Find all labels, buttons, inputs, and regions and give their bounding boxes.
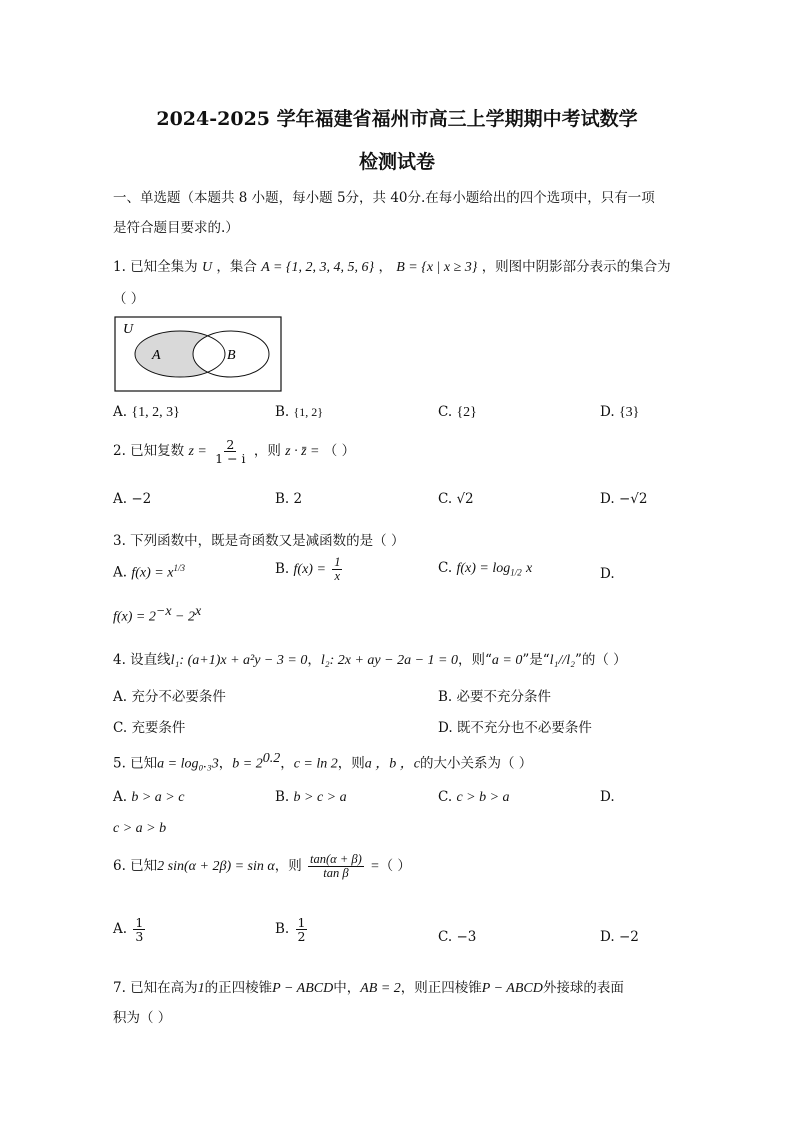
question-4-stem: 4. 设直线l₁: (a+1)x + a²y − 3 = 0，l₂: 2x + ay − 2a − 1 = 0，则“a = 0”是“l₁//l₂”的（ ） bbox=[113, 652, 627, 668]
q3-option-c: C. $f(x) = \log_{1/2} x$ bbox=[438, 560, 533, 578]
q6-option-c: C. −3 bbox=[438, 929, 477, 945]
q4-line-l1: l₁: (a+1)x + a²y − 3 = 0 bbox=[170, 653, 308, 668]
section-heading-line-2: 是符合题目要求的.） bbox=[113, 220, 239, 236]
q1-option-d: D. {3} bbox=[600, 404, 640, 420]
question-2-stem: 2. 已知复数 z = $\frac{2}{1 - i}$ ，则 z · z̄ = （ ） bbox=[113, 437, 356, 467]
q4-option-c: C. 充要条件 bbox=[113, 720, 186, 736]
q2-z: z = bbox=[188, 444, 207, 460]
q1-universal-set: U bbox=[201, 260, 213, 275]
q4-line-l2: l₂: 2x + ay − 2a − 1 = 0 bbox=[320, 653, 458, 668]
q5-option-b: B. b > c > a bbox=[275, 789, 347, 805]
q3-option-d: $f(x) = 2^{-x} - 2^x$ bbox=[113, 604, 202, 625]
q1-tail: ，则图中阴影部分表示的集合为 bbox=[481, 259, 671, 275]
q1-lead: 1. 已知全集为 bbox=[113, 259, 198, 275]
q2-option-d: D. −√2 bbox=[600, 491, 648, 507]
q6-option-b: B. $\frac{1}{2}$ bbox=[275, 915, 306, 945]
q5-c: c = ln 2 bbox=[293, 756, 338, 772]
q5-b: b = 2 bbox=[232, 756, 263, 772]
q1-set-a: A = {1, 2, 3, 4, 5, 6} bbox=[261, 260, 375, 275]
q3-option-b: B. f(x) = $\frac{1}{x}$ bbox=[275, 555, 341, 584]
q2-expression: z · z̄ = bbox=[285, 444, 320, 460]
q5-option-d-label: D. bbox=[600, 789, 615, 805]
venn-label-a: A bbox=[152, 348, 161, 363]
question-7-stem: 7. 已知在高为1的正四棱锥P − ABCD中，AB = 2，则正四棱锥P − ABCD外接球的表面 bbox=[113, 980, 624, 996]
q6-option-d: D. −2 bbox=[600, 929, 639, 945]
section-heading-line-1: 一、单选题（本题共 8 小题，每小题 5分，共 40分.在每小题给出的四个选项中，只有一项 bbox=[113, 190, 655, 206]
q5-option-a: A. b > a > c bbox=[113, 789, 185, 805]
q4-option-d: D. 既不充分也不必要条件 bbox=[438, 720, 592, 736]
venn-diagram bbox=[113, 315, 283, 393]
q1-option-b: B. {1, 2} bbox=[275, 404, 324, 420]
venn-label-b: B bbox=[227, 348, 236, 363]
q1-comma: ， bbox=[378, 259, 392, 275]
q6-fraction: $\frac{\tan(\alpha + \beta)}{\text{tan β}}$ bbox=[310, 852, 362, 881]
q6-condition: 2 sin(α + 2β) = sin α bbox=[157, 859, 275, 875]
q5-option-c: C. c > b > a bbox=[438, 789, 510, 805]
question-1-stem bbox=[113, 255, 671, 276]
q2-fraction: $\frac{2}{1 - i}$ bbox=[215, 437, 246, 467]
q2-option-a: A. −2 bbox=[113, 491, 152, 507]
q3-b-fraction: $\frac{1}{x}$ bbox=[334, 555, 341, 584]
question-7-stem-line-2: 积为（ ） bbox=[113, 1010, 172, 1026]
q4-option-b: B. 必要不充分条件 bbox=[438, 689, 552, 705]
q1-mid: ，集合 bbox=[216, 259, 257, 275]
q5-a: a = log₀.₃3 bbox=[157, 756, 219, 772]
q4-option-a: A. 充分不必要条件 bbox=[113, 689, 226, 705]
q1-option-a: A. {1, 2, 3} bbox=[113, 404, 180, 420]
title-line-2: 检测试卷 bbox=[358, 151, 435, 173]
title-line-1: 2024-2025 学年福建省福州市高三上学期期中考试数学 bbox=[156, 108, 638, 130]
q3-option-d-label: D. bbox=[600, 566, 615, 582]
q3-option-a: A. $f(x) = x^{1/3}$ bbox=[113, 563, 185, 581]
venn-label-u: U bbox=[123, 322, 134, 337]
question-3-stem: 3. 下列函数中，既是奇函数又是减函数的是（ ） bbox=[113, 533, 405, 549]
q1-option-c: C. {2} bbox=[438, 404, 477, 420]
question-5-stem: 5. 已知a = log₀.₃3，$b = 2^{0.2}$，c = ln 2，则a ，b ，c的大小关系为（ ） bbox=[113, 751, 533, 772]
q2-option-c: C. √2 bbox=[438, 491, 474, 507]
q1-set-b: B = {x | x ≥ 3} bbox=[396, 260, 478, 275]
q5-option-d: c > a > b bbox=[113, 821, 167, 836]
question-6-stem: 6. 已知2 sin(α + 2β) = sin α，则 $\frac{\tan(\alpha + \beta)}{\text{tan β}}$ =（ ） bbox=[113, 852, 411, 881]
q6-option-a: A. $\frac{1}{3}$ bbox=[113, 915, 144, 945]
q1-answer-paren: （ ） bbox=[113, 291, 145, 307]
q2-option-b: B. 2 bbox=[275, 491, 303, 507]
